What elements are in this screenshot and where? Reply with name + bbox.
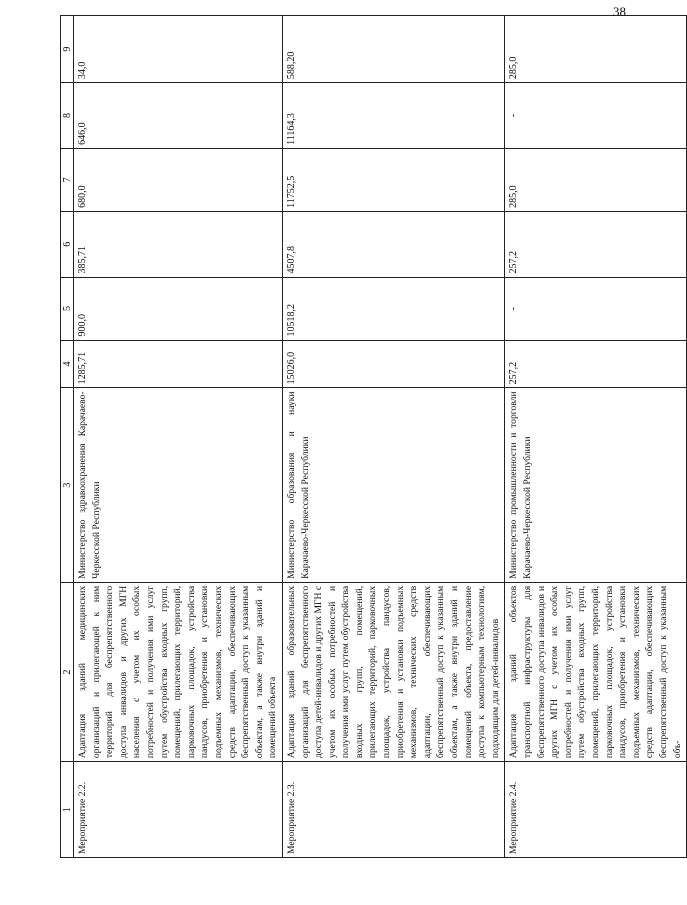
header-cell: 4: [61, 340, 74, 388]
measure-executor: Министерство образования и науки Карачаево-Черкесской Республики: [282, 388, 505, 582]
program-measures-table: [60, 15, 687, 858]
header-cell: 6: [61, 211, 74, 277]
measure-executor: Министерство промышленности и торговли Карачаево-Черкесской Республики: [505, 388, 687, 582]
rotated-table-frame: [60, 15, 683, 858]
value-col-8: 11164,3: [282, 83, 505, 149]
measure-description: Адаптация зданий образовательных организаций для беспрепятственного доступа детей-инвалидов и других МГН с учетом их особых потребностей и получения ими услуг путем обустройства входных групп, помещений, прилегающих территорий, парковочных площадок, устройства пандусов, приобретения и установки подъемных механизмов, технических средств адаптации, обеспечивающих беспрепятственный доступ к указанным объектам, а также внутри зданий и помещений объекта, предоставление доступа к компьютерным технологиям, подходящим для детей-инвалидов: [282, 582, 505, 761]
measure-executor: Министерство здравоохранения Карачаево-Черкесской Республики: [74, 388, 283, 582]
value-col-4: 257,2: [505, 340, 687, 388]
table-row: [74, 16, 283, 858]
measure-id: Мероприятие 2.2.: [74, 762, 283, 858]
header-cell: 5: [61, 277, 74, 340]
header-row: [61, 16, 74, 858]
value-col-6: 385,71: [74, 211, 283, 277]
value-col-5: 10518,2: [282, 277, 505, 340]
header-cell: 1: [61, 762, 74, 858]
value-col-9: 34,0: [74, 16, 283, 83]
header-cell: 8: [61, 83, 74, 149]
page-number: 38: [613, 4, 626, 19]
measure-description: Адаптация зданий медицинских организаций и прилегающей к ним территорий для беспрепятственного доступа инвалидов и других МГН населения с учетом их особых потребностей и получения ими услуг путем обустройства входных групп, помещений, прилегающих территорий, парковочных площадок, устройства пандусов, приобретения и установки подъемных механизмов, технических средств адаптации, обеспечивающих беспрепятственный доступ к указанным объектам, а также внутри зданий и помещений объекта: [74, 582, 283, 761]
measure-id: Мероприятие 2.3.: [282, 762, 505, 858]
table-row: [282, 16, 505, 858]
value-col-5: 900,0: [74, 277, 283, 340]
header-cell: 7: [61, 148, 74, 211]
measure-id: Мероприятие 2.4.: [505, 762, 687, 858]
value-col-7: 11752,5: [282, 148, 505, 211]
header-cell: 9: [61, 16, 74, 83]
value-col-4: 1285,71: [74, 340, 283, 388]
value-col-9: 588,20: [282, 16, 505, 83]
value-col-9: 285,0: [505, 16, 687, 83]
measure-description: Адаптация зданий объектов транспортной инфраструктуры для беспрепятственного доступа инвалидов и других МГН с учетом их особых потребностей и получения ими услуг путем обустройства входных групп, помещений, прилегающих территорий, парковочных площадок, устройства пандусов, приобретения и установки подъемных механизмов, технических средств адаптации, обеспечивающих беспрепятственный доступ к указанным объ-: [505, 582, 687, 761]
value-col-7: 680,0: [74, 148, 283, 211]
header-cell: 3: [61, 388, 74, 582]
value-col-4: 15026,0: [282, 340, 505, 388]
table-row: [505, 16, 687, 858]
value-col-6: 4507,8: [282, 211, 505, 277]
value-col-8: -: [505, 83, 687, 149]
value-col-8: 646,0: [74, 83, 283, 149]
value-col-5: -: [505, 277, 687, 340]
value-col-7: 285,0: [505, 148, 687, 211]
value-col-6: 257,2: [505, 211, 687, 277]
header-cell: 2: [61, 582, 74, 761]
